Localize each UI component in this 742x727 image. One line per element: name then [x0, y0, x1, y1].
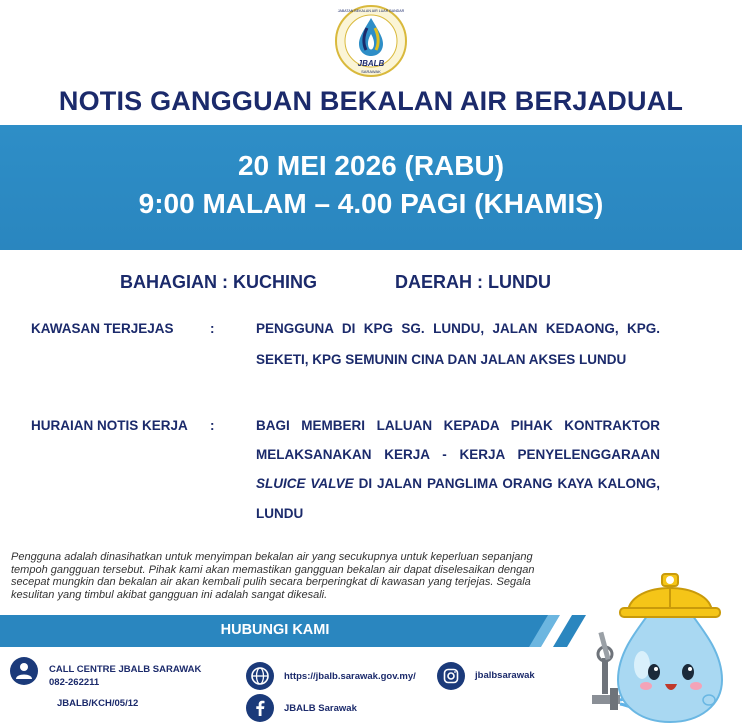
notice-title: NOTIS GANGGUAN BEKALAN AIR BERJADUAL [58, 86, 684, 116]
logo-ring-text: JABATAN BEKALAN AIR LUAR BANDAR [337, 9, 405, 13]
bahagian-label: BAHAGIAN : KUCHING [120, 272, 317, 292]
contact-heading-bar [0, 615, 586, 647]
schedule-time: 9:00 MALAM – 4.00 PAGI (KHAMIS) [138, 188, 604, 219]
logo-region: SARAWAK [361, 69, 381, 74]
huraian-line-1: BAGI MEMBERI LALUAN KEPADA PIHAK KONTRAKTOR [256, 418, 660, 433]
wrench-icon [598, 632, 610, 660]
facebook-page[interactable]: JBALB Sarawak [284, 703, 357, 714]
kawasan-line-1: PENGGUNA DI KPG SG. LUNDU, JALAN KEDAONG, KPG. [256, 321, 660, 336]
call-centre-phone[interactable]: 082-262211 [49, 677, 100, 688]
kawasan-line-2: SEKETI, KPG SEMUNIN CINA DAN JALAN AKSES LUNDU [256, 352, 627, 367]
daerah-label: DAERAH : LUNDU [395, 272, 551, 292]
contact-heading: HUBUNGI KAMI [220, 622, 330, 638]
facebook-icon [246, 694, 274, 722]
phone-contact-icon [10, 657, 38, 685]
schedule-banner [0, 125, 742, 250]
jbalb-logo [333, 4, 409, 78]
water-drop-mascot [592, 540, 742, 726]
advice-text: Pengguna adalah dinasihatkan untuk menyimpan bekalan air yang secukupnya untuk keperluan sepanjang tempoh gangguan tersebut. Pihak kami akan memastikan gangguan bekalan air dapat diselesaikan dengan secepat mungkin dan bekalan air akan kembali pulih secara berperingkat di kawasan yang terjejas. Segala kesulitan yang timbul akibat gangguan ini adalah sangat dikesali. [11, 551, 535, 601]
globe-icon [246, 662, 274, 690]
huraian-line-4: LUNDU [256, 506, 304, 521]
huraian-line-3-rest: DI JALAN PANGLIMA ORANG KAYA KALONG, [353, 476, 660, 491]
instagram-handle[interactable]: jbalbsarawak [475, 670, 535, 681]
call-centre-name: CALL CENTRE JBALB SARAWAK [49, 664, 202, 675]
instagram-icon [437, 662, 465, 690]
kawasan-colon: : [210, 321, 215, 336]
huraian-colon: : [210, 418, 215, 433]
logo-name: JBALB [357, 59, 385, 68]
huraian-line-2: MELAKSANAKAN KERJA - KERJA PENYELENGGARAAN [256, 447, 660, 462]
website-link[interactable]: https://jbalb.sarawak.gov.my/ [284, 671, 416, 682]
reference-number: JBALB/KCH/05/12 [57, 698, 139, 709]
huraian-line-3 [256, 468, 660, 499]
sluice-valve-text: SLUICE VALVE [256, 476, 354, 491]
schedule-date: 20 MEI 2026 (RABU) [237, 150, 505, 181]
kawasan-label: KAWASAN TERJEJAS [31, 321, 174, 336]
huraian-label: HURAIAN NOTIS KERJA [31, 418, 188, 433]
